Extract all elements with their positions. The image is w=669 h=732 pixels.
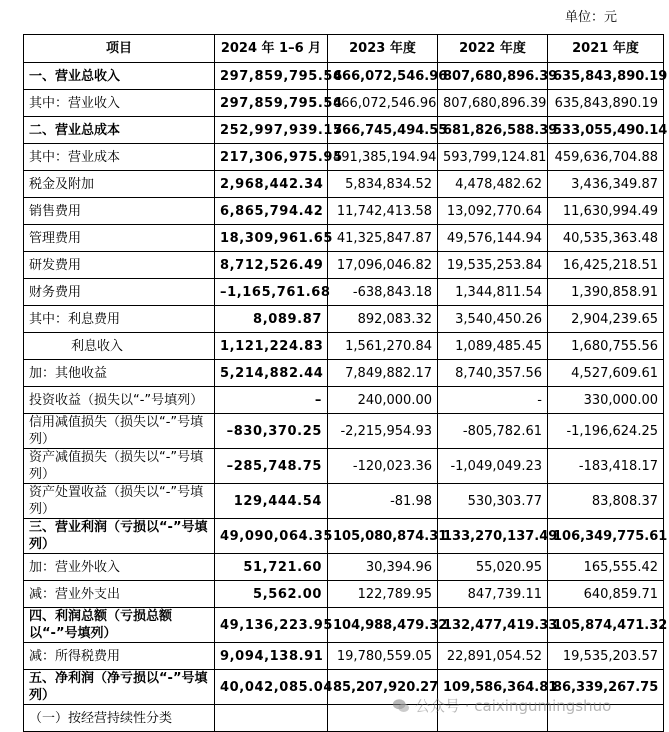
value-cell: 105,080,874.31 xyxy=(328,519,438,554)
table-row xyxy=(24,63,664,90)
value-cell: 8,089.87 xyxy=(215,306,328,333)
value-cell: 252,997,939.17 xyxy=(215,117,328,144)
value-cell: 240,000.00 xyxy=(328,387,438,414)
value-cell: 133,270,137.49 xyxy=(438,519,548,554)
table-body xyxy=(24,63,668,732)
value-cell: 640,859.71 xyxy=(548,581,664,608)
table-row xyxy=(24,414,664,449)
value-cell: 19,780,559.05 xyxy=(328,643,438,670)
value-cell: 55,020.95 xyxy=(438,554,548,581)
value-cell: 165,555.42 xyxy=(548,554,664,581)
watermark-text: 公众号 · caixingumingshuo xyxy=(415,697,612,715)
watermark xyxy=(392,695,611,716)
value-cell: 86,339,267.75 xyxy=(548,670,664,705)
table-row xyxy=(24,360,664,387)
table-row xyxy=(24,333,664,360)
value-cell: 1,089,485.45 xyxy=(438,333,548,360)
value-cell: -120,023.36 xyxy=(328,449,438,484)
value-cell: –1,165,761.68 xyxy=(215,279,328,306)
row-label: 其中：营业收入 xyxy=(24,90,215,117)
value-cell: 105,874,471.32 xyxy=(548,608,664,643)
value-cell: -1,196,624.25 xyxy=(548,414,664,449)
value-cell: 5,214,882.44 xyxy=(215,360,328,387)
value-cell: 681,826,588.39 xyxy=(438,117,548,144)
value-cell: 22,891,054.52 xyxy=(438,643,548,670)
value-cell: 49,090,064.35 xyxy=(215,519,328,554)
value-cell: 106,349,775.61 xyxy=(548,519,664,554)
value-cell: 49,136,223.95 xyxy=(215,608,328,643)
value-cell: 1,390,858.91 xyxy=(548,279,664,306)
value-cell: 217,306,975.95 xyxy=(215,144,328,171)
unit-label: 单位：元 xyxy=(565,10,618,25)
row-label: 二、营业总成本 xyxy=(24,117,215,144)
value-cell: 807,680,896.39 xyxy=(438,63,548,90)
table-row xyxy=(24,519,664,554)
value-cell: 16,425,218.51 xyxy=(548,252,664,279)
value-cell: 4,478,482.62 xyxy=(438,171,548,198)
value-cell: 533,055,490.14 xyxy=(548,117,664,144)
value-cell: -638,843.18 xyxy=(328,279,438,306)
value-cell: 297,859,795.54 xyxy=(215,63,328,90)
value-cell: 19,535,203.57 xyxy=(548,643,664,670)
value-cell: 9,094,138.91 xyxy=(215,643,328,670)
table-row xyxy=(24,225,664,252)
row-label: 减：所得税费用 xyxy=(24,643,215,670)
row-label: 利息收入 xyxy=(24,333,215,360)
value-cell: 30,394.96 xyxy=(328,554,438,581)
value-cell: 6,865,794.42 xyxy=(215,198,328,225)
value-cell: 666,072,546.96 xyxy=(328,90,438,117)
value-cell: –285,748.75 xyxy=(215,449,328,484)
value-cell: 3,436,349.87 xyxy=(548,171,664,198)
row-label: 四、利润总额（亏损总额以“-”号填列） xyxy=(24,608,215,643)
value-cell: 19,535,253.84 xyxy=(438,252,548,279)
value-cell: -2,215,954.93 xyxy=(328,414,438,449)
table-row xyxy=(24,484,664,519)
value-cell: 41,325,847.87 xyxy=(328,225,438,252)
row-label: 其中：利息费用 xyxy=(24,306,215,333)
value-cell: 2,968,442.34 xyxy=(215,171,328,198)
value-cell: 8,740,357.56 xyxy=(438,360,548,387)
value-cell: 5,834,834.52 xyxy=(328,171,438,198)
value-cell: 666,072,546.96 xyxy=(328,63,438,90)
row-label: 减：营业外支出 xyxy=(24,581,215,608)
value-cell: –830,370.25 xyxy=(215,414,328,449)
header-2024h1: 2024 年 1–6 月 xyxy=(215,35,328,63)
row-label: 资产减值损失（损失以“-”号填列） xyxy=(24,449,215,484)
value-cell: 122,789.95 xyxy=(328,581,438,608)
row-label: 财务费用 xyxy=(24,279,215,306)
value-cell: 129,444.54 xyxy=(215,484,328,519)
table-row xyxy=(24,279,664,306)
table-row xyxy=(24,608,664,643)
value-cell: 109,586,364.81 xyxy=(438,670,548,705)
row-label: 信用减值损失（损失以“-”号填列） xyxy=(24,414,215,449)
value-cell: – xyxy=(215,387,328,414)
table-row xyxy=(24,198,664,225)
value-cell: 807,680,896.39 xyxy=(438,90,548,117)
table-row xyxy=(24,117,664,144)
value-cell: 2,904,239.65 xyxy=(548,306,664,333)
header-item: 项目 xyxy=(24,35,215,63)
value-cell: 635,843,890.19 xyxy=(548,63,664,90)
table-row xyxy=(24,554,664,581)
value-cell: 3,540,450.26 xyxy=(438,306,548,333)
table-row xyxy=(24,449,664,484)
value-cell: - xyxy=(438,387,548,414)
value-cell: 1,121,224.83 xyxy=(215,333,328,360)
row-label: 加：其他收益 xyxy=(24,360,215,387)
value-cell: 13,092,770.64 xyxy=(438,198,548,225)
row-label: （一）按经营持续性分类 xyxy=(24,705,215,732)
value-cell: -1,049,049.23 xyxy=(438,449,548,484)
wechat-icon xyxy=(392,697,410,715)
value-cell: 1,680,755.56 xyxy=(548,333,664,360)
row-label: 三、营业利润（亏损以“-”号填列） xyxy=(24,519,215,554)
value-cell: 83,808.37 xyxy=(548,484,664,519)
table-row xyxy=(24,171,664,198)
value-cell: 847,739.11 xyxy=(438,581,548,608)
table-row xyxy=(24,144,664,171)
header-2022: 2022 年度 xyxy=(438,35,548,63)
value-cell: 593,799,124.81 xyxy=(438,144,548,171)
value-cell: 40,042,085.04 xyxy=(215,670,328,705)
row-label: 税金及附加 xyxy=(24,171,215,198)
value-cell: 892,083.32 xyxy=(328,306,438,333)
value-cell: -81.98 xyxy=(328,484,438,519)
value-cell: 566,745,494.55 xyxy=(328,117,438,144)
value-cell: 4,527,609.61 xyxy=(548,360,664,387)
row-label: 资产处置收益（损失以“-”号填列） xyxy=(24,484,215,519)
row-label: 五、净利润（净亏损以“-”号填列） xyxy=(24,670,215,705)
header-2021: 2021 年度 xyxy=(548,35,664,63)
value-cell: -183,418.17 xyxy=(548,449,664,484)
table-header-row xyxy=(24,35,664,63)
row-label: 投资收益（损失以“-”号填列） xyxy=(24,387,215,414)
row-label: 研发费用 xyxy=(24,252,215,279)
value-cell: 297,859,795.54 xyxy=(215,90,328,117)
value-cell: 11,630,994.49 xyxy=(548,198,664,225)
row-label: 管理费用 xyxy=(24,225,215,252)
row-label: 加：营业外收入 xyxy=(24,554,215,581)
value-cell: -805,782.61 xyxy=(438,414,548,449)
value-cell: 459,636,704.88 xyxy=(548,144,664,171)
value-cell: 40,535,363.48 xyxy=(548,225,664,252)
row-label: 其中：营业成本 xyxy=(24,144,215,171)
value-cell: 17,096,046.82 xyxy=(328,252,438,279)
value-cell: 491,385,194.94 xyxy=(328,144,438,171)
value-cell: 7,849,882.17 xyxy=(328,360,438,387)
table-row xyxy=(24,306,664,333)
table-row xyxy=(24,90,664,117)
value-cell: 51,721.60 xyxy=(215,554,328,581)
value-cell: 104,988,479.32 xyxy=(328,608,438,643)
table-row xyxy=(24,581,664,608)
income-statement-table xyxy=(23,34,668,732)
value-cell: 1,561,270.84 xyxy=(328,333,438,360)
table-row xyxy=(24,387,664,414)
value-cell: 8,712,526.49 xyxy=(215,252,328,279)
header-2023: 2023 年度 xyxy=(328,35,438,63)
value-cell: 1,344,811.54 xyxy=(438,279,548,306)
value-cell: 85,207,920.27 xyxy=(328,670,438,705)
row-label: 一、营业总收入 xyxy=(24,63,215,90)
value-cell: 530,303.77 xyxy=(438,484,548,519)
value-cell: 635,843,890.19 xyxy=(548,90,664,117)
value-cell: 330,000.00 xyxy=(548,387,664,414)
value-cell: 132,477,419.33 xyxy=(438,608,548,643)
table-row xyxy=(24,643,664,670)
value-cell: 49,576,144.94 xyxy=(438,225,548,252)
value-cell: 5,562.00 xyxy=(215,581,328,608)
value-cell: 11,742,413.58 xyxy=(328,198,438,225)
row-label: 销售费用 xyxy=(24,198,215,225)
value-cell xyxy=(215,705,328,732)
value-cell: 18,309,961.65 xyxy=(215,225,328,252)
table-row xyxy=(24,252,664,279)
